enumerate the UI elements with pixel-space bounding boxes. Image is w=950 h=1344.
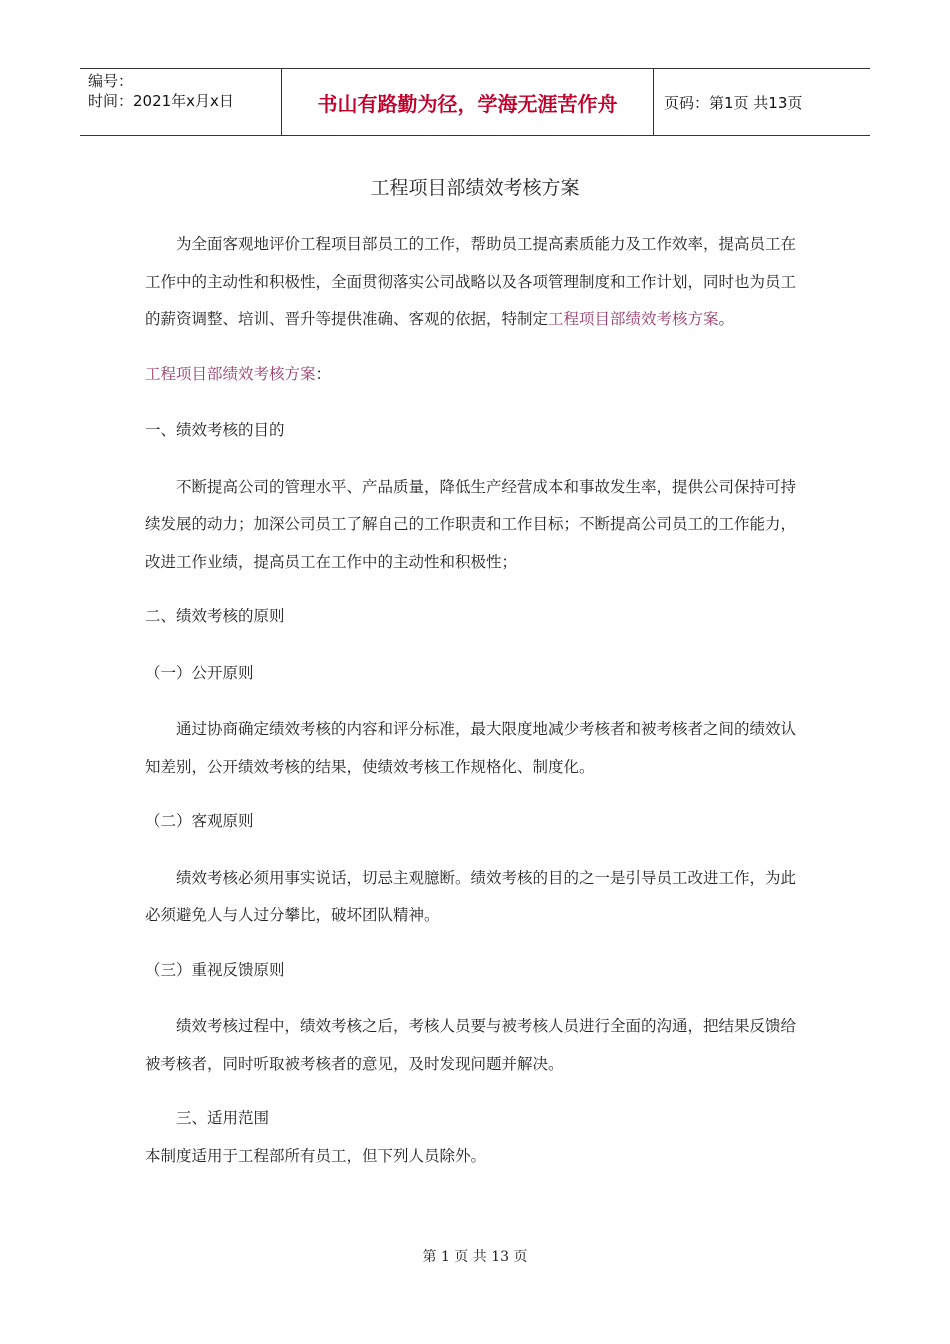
document-body xyxy=(145,226,805,1175)
header-meta xyxy=(80,69,281,135)
section2-sub3-text: 绩效考核过程中，绩效考核之后，考核人员要与被考核人员进行全面的沟通，把结果反馈给被考核者，同时听取被考核者的意见，及时发现问题并解决。 xyxy=(145,1017,797,1073)
number-label: 编号： xyxy=(88,72,134,90)
section2-sub1-text: 通过协商确定绩效考核的内容和评分标准，最大限度地减少考核者和被考核者之间的绩效认知差别，公开绩效考核的结果，使绩效考核工作规格化、制度化。 xyxy=(145,720,797,776)
section2-sub2-text: 绩效考核必须用事实说话，切忌主观臆断。绩效考核的目的之一是引导员工改进工作，为此必须避免人与人过分攀比，破坏团队精神。 xyxy=(145,868,797,924)
section1-text: 不断提高公司的管理水平、产品质量，降低生产经营成本和事故发生率，提供公司保持可持续发展的动力；加深公司员工了解自己的工作职责和工作目标；不断提高公司员工的工作能力，改进工作业绩，提高员工在工作中的主动性和积极性； xyxy=(145,477,797,571)
plan-heading-link[interactable]: 工程项目部绩效考核方案 xyxy=(145,364,316,383)
section3-heading: 三、适用范围 xyxy=(176,1109,270,1127)
section1-heading: 一、绩效考核的目的 xyxy=(145,421,285,439)
plan-heading-end: ： xyxy=(315,364,332,383)
page-footer: 第 1 页 共 13 页 xyxy=(422,1249,528,1265)
intro-text: 为全面客观地评价工程项目部员工的工作，帮助员工提高素质能力及工作效率，提高员工在工作中的主动性和积极性，全面贯彻落实公司战略以及各项管理制度和工作计划，同时也为员工的薪资调整、培训、晋升等提供准确、客观的依据，特制定 xyxy=(145,235,797,328)
time-label: 时间：2021年x月x日 xyxy=(88,92,234,110)
plan-heading xyxy=(145,356,805,394)
header-motto: 书山有路勤为径，学海无涯苦作舟 xyxy=(281,69,654,135)
section2-sub2-heading: （二）客观原则 xyxy=(145,812,254,830)
intro-end: 。 xyxy=(718,310,735,328)
section2-sub1-heading: （一）公开原则 xyxy=(145,663,254,682)
section3-text: 本制度适用于工程部所有员工，但下列人员除外。 xyxy=(145,1146,487,1165)
page-header xyxy=(80,68,870,136)
section2-sub3-heading: （三）重视反馈原则 xyxy=(145,960,285,979)
intro-link[interactable]: 工程项目部绩效考核方案 xyxy=(548,310,719,328)
header-page-info: 页码：第1页 共13页 xyxy=(664,93,803,112)
section2-heading: 二、绩效考核的原则 xyxy=(145,607,285,625)
document-title: 工程项目部绩效考核方案 xyxy=(370,177,580,199)
intro-paragraph xyxy=(145,226,805,339)
